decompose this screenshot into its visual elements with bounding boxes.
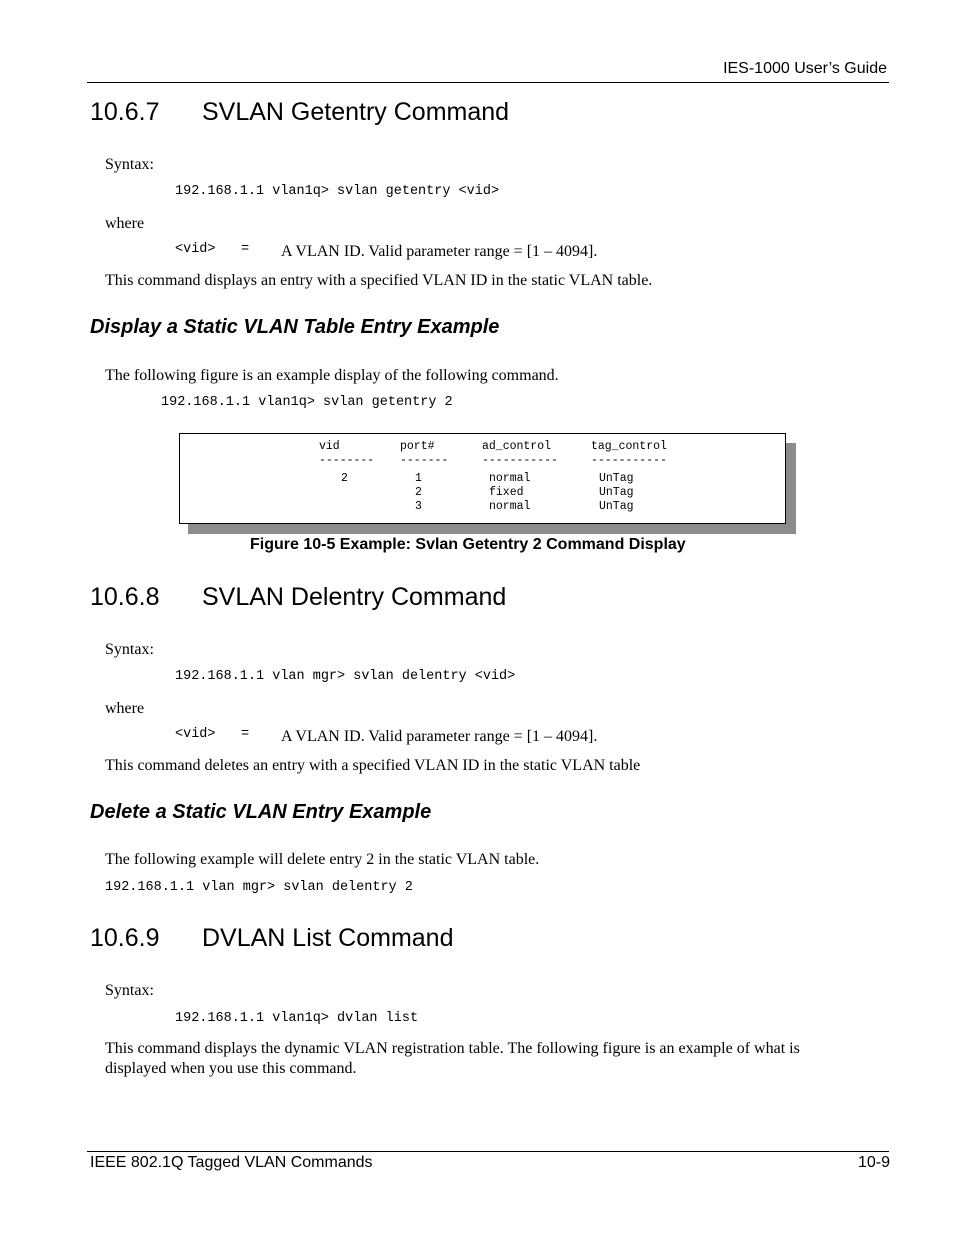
row-ad-control: normal (489, 472, 531, 485)
example-intro: The following example will delete entry 2 in the static VLAN table. (105, 851, 540, 868)
example-intro: The following figure is an example display of the following command. (105, 367, 559, 384)
page-number: 10-9 (857, 1154, 890, 1171)
param-equals: = (241, 242, 250, 257)
syntax-label: Syntax: (105, 641, 154, 658)
example-code: 192.168.1.1 vlan mgr> svlan delentry 2 (105, 880, 413, 895)
footer-chapter: IEEE 802.1Q Tagged VLAN Commands (90, 1154, 373, 1171)
terminal-output-figure (179, 433, 786, 524)
where-label: where (105, 215, 145, 232)
column-underline: ------- (400, 454, 449, 467)
header-rule (87, 82, 889, 83)
column-underline: ----------- (591, 454, 667, 467)
row-port: 2 (415, 486, 422, 499)
where-label: where (105, 700, 145, 717)
section-heading-10-6-9 (90, 924, 453, 953)
section-number: 10.6.9 (90, 924, 160, 952)
column-header-port: port# (400, 440, 435, 453)
example-code: 192.168.1.1 vlan1q> svlan getentry 2 (161, 395, 453, 410)
section-heading-10-6-7 (90, 98, 509, 127)
section-number: 10.6.8 (90, 583, 160, 611)
example-heading-display: Display a Static VLAN Table Entry Example (90, 316, 500, 338)
column-header-ad-control: ad_control (482, 440, 552, 453)
syntax-code: 192.168.1.1 vlan1q> dvlan list (175, 1011, 419, 1026)
param-name: <vid> (175, 242, 216, 257)
section-title: DVLAN List Command (202, 924, 454, 952)
param-description: A VLAN ID. Valid parameter range = [1 – 4094]. (281, 728, 598, 745)
column-header-tag-control: tag_control (591, 440, 667, 453)
param-description: A VLAN ID. Valid parameter range = [1 – 4094]. (281, 243, 598, 260)
section-number: 10.6.7 (90, 98, 160, 126)
syntax-code: 192.168.1.1 vlan1q> svlan getentry <vid> (175, 184, 500, 199)
row-tag-control: UnTag (599, 472, 634, 485)
section-description: This command displays an entry with a specified VLAN ID in the static VLAN table. (105, 272, 653, 289)
section-title: SVLAN Getentry Command (202, 98, 510, 126)
footer-rule (87, 1151, 889, 1152)
row-tag-control: UnTag (599, 486, 634, 499)
column-header-vid: vid (319, 440, 340, 453)
row-ad-control: normal (489, 500, 531, 513)
example-heading-delete: Delete a Static VLAN Entry Example (90, 801, 432, 823)
section-description: This command displays the dynamic VLAN registration table. The following figure is an example of what is displayed when you use this command. (105, 1040, 800, 1077)
column-underline: -------- (319, 454, 375, 467)
section-description: This command deletes an entry with a specified VLAN ID in the static VLAN table (105, 757, 641, 774)
row-port: 1 (415, 472, 422, 485)
param-equals: = (241, 727, 250, 742)
row-port: 3 (415, 500, 422, 513)
param-name: <vid> (175, 727, 216, 742)
vid-value: 2 (341, 472, 348, 485)
syntax-label: Syntax: (105, 156, 154, 173)
figure-caption: Figure 10-5 Example: Svlan Getentry 2 Command Display (250, 536, 686, 553)
section-title: SVLAN Delentry Command (202, 583, 507, 611)
syntax-code: 192.168.1.1 vlan mgr> svlan delentry <vid> (175, 669, 516, 684)
syntax-label: Syntax: (105, 982, 154, 999)
row-ad-control: fixed (489, 486, 524, 499)
column-underline: ----------- (482, 454, 558, 467)
section-heading-10-6-8 (90, 583, 506, 612)
row-tag-control: UnTag (599, 500, 634, 513)
running-header: IES-1000 User’s Guide (723, 60, 887, 77)
